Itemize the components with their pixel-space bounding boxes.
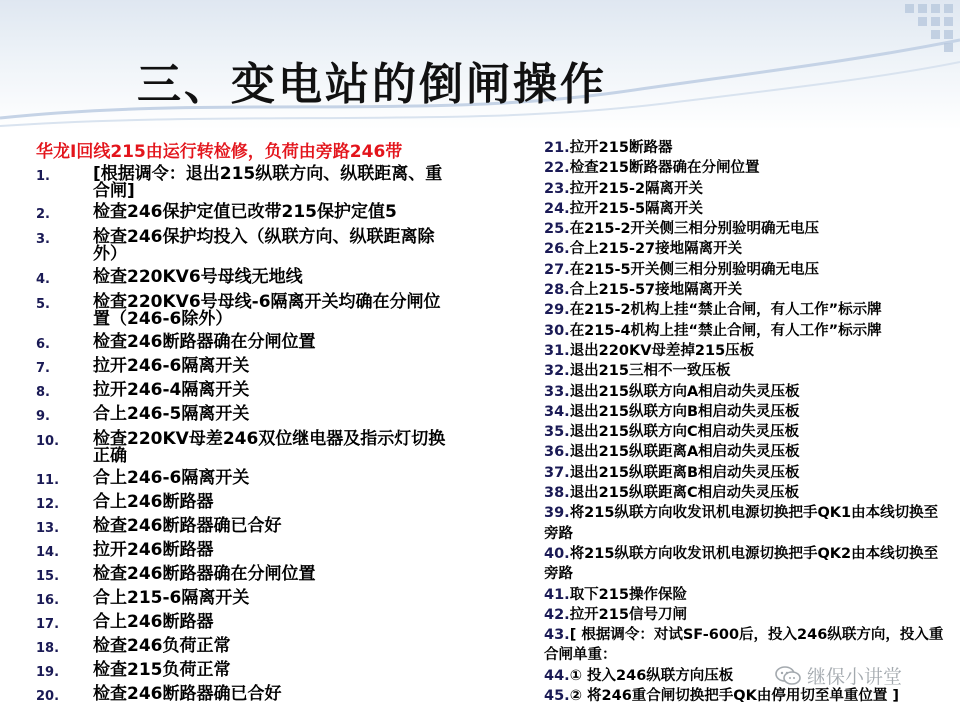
step-number: 15. xyxy=(36,569,60,584)
step-item xyxy=(36,542,456,561)
step-item xyxy=(544,280,944,300)
step-item xyxy=(544,179,944,199)
step-item xyxy=(544,422,944,442)
step-number: 9. xyxy=(36,409,50,424)
wechat-icon xyxy=(775,666,801,686)
step-number: 19. xyxy=(36,665,60,680)
step-number: 14. xyxy=(36,545,60,560)
step-number: 17. xyxy=(36,617,60,632)
step-item xyxy=(36,518,456,537)
step-number: 23. xyxy=(544,180,570,197)
step-text: 在215-4机构上挂“禁止合闸，有人工作”标示牌 xyxy=(569,322,882,339)
step-item xyxy=(36,470,456,489)
step-text: 退出220KV母差掉215压板 xyxy=(569,342,755,359)
step-text: 退出215纵联距离A相启动失灵压板 xyxy=(569,444,800,461)
left-column xyxy=(36,140,456,705)
step-text: [ 根据调令：对试SF-600后，投入246纵联方向，投入重合闸单重： xyxy=(544,627,944,664)
slide-title: 三、变电站的倒闸操作 xyxy=(137,59,607,110)
step-number: 12. xyxy=(36,497,60,512)
step-text: 在215-2机构上挂“禁止合闸，有人工作”标示牌 xyxy=(569,302,882,319)
step-item xyxy=(544,300,944,320)
step-item xyxy=(36,590,456,609)
step-text: 取下215操作保险 xyxy=(569,586,687,603)
step-text: 检查246断路器确已合好 xyxy=(93,684,282,704)
step-number: 33. xyxy=(544,383,570,400)
step-item xyxy=(544,442,944,462)
step-text: 退出215纵联距离B相启动失灵压板 xyxy=(569,464,800,481)
step-text: 检查220KV母差246双位继电器及指示灯切换正确 xyxy=(93,429,446,466)
step-item xyxy=(36,566,456,585)
step-item xyxy=(544,585,944,605)
step-item xyxy=(36,358,456,377)
step-item xyxy=(544,463,944,483)
step-item xyxy=(544,138,944,158)
step-number: 27. xyxy=(544,261,570,278)
step-item xyxy=(544,686,944,706)
step-item xyxy=(544,605,944,625)
step-text: 合上246断路器 xyxy=(93,492,214,512)
step-number: 25. xyxy=(544,221,570,238)
step-text: 检查220KV6号母线无地线 xyxy=(93,267,303,287)
step-number: 16. xyxy=(36,593,60,608)
step-number: 5. xyxy=(36,297,50,312)
step-item xyxy=(36,638,456,657)
step-text: 拉开215断路器 xyxy=(569,140,673,156)
step-text: 在215-2开关侧三相分别验明确无电压 xyxy=(569,221,820,238)
step-number: 4. xyxy=(36,272,50,287)
step-text: 合上246断路器 xyxy=(93,612,214,632)
step-text: ① 投入246纵联方向压板 xyxy=(569,667,734,684)
step-number: 3. xyxy=(36,232,50,247)
step-item xyxy=(36,406,456,425)
left-step-list xyxy=(36,166,456,705)
step-text: 拉开215-2隔离开关 xyxy=(569,180,704,197)
step-item xyxy=(544,239,944,259)
step-item xyxy=(544,341,944,361)
step-number: 21. xyxy=(544,140,570,156)
step-number: 34. xyxy=(544,403,570,420)
watermark xyxy=(775,662,902,689)
step-text: 拉开215-5隔离开关 xyxy=(569,200,704,217)
right-column xyxy=(544,138,944,706)
step-text: 检查215负荷正常 xyxy=(93,660,231,680)
step-text: 检查246断路器确已合好 xyxy=(93,516,282,536)
step-text: 检查246保护定值已改带215保护定值5 xyxy=(93,202,397,222)
step-text: 拉开246-6隔离开关 xyxy=(93,356,250,376)
step-number: 1. xyxy=(36,169,50,184)
step-text: 检查215断路器确在分闸位置 xyxy=(569,160,760,177)
step-number: 22. xyxy=(544,160,570,177)
step-number: 10. xyxy=(36,434,60,449)
step-text: [根据调令：退出215纵联方向、纵联距离、重合闸] xyxy=(93,164,443,201)
step-item xyxy=(544,544,944,585)
step-text: ② 将246重合闸切换把手QK由停用切至单重位置 ] xyxy=(569,688,900,705)
step-text: 检查246断路器确在分闸位置 xyxy=(93,564,316,584)
step-number: 2. xyxy=(36,207,50,222)
step-text: 合上246-5隔离开关 xyxy=(93,404,250,424)
step-number: 7. xyxy=(36,361,50,376)
step-number: 43. xyxy=(544,627,570,644)
step-number: 32. xyxy=(544,363,570,380)
step-text: 退出215三相不一致压板 xyxy=(569,363,731,380)
step-item xyxy=(36,229,456,263)
step-number: 6. xyxy=(36,337,50,352)
step-text: 拉开246-4隔离开关 xyxy=(93,380,250,400)
step-number: 37. xyxy=(544,464,570,481)
step-item xyxy=(544,625,944,666)
header-band xyxy=(0,0,960,130)
step-number: 24. xyxy=(544,200,570,217)
step-number: 41. xyxy=(544,586,570,603)
step-number: 45. xyxy=(544,688,570,705)
step-text: 拉开215信号刀闸 xyxy=(569,606,687,623)
step-number: 28. xyxy=(544,282,570,299)
step-item xyxy=(36,294,456,328)
step-number: 8. xyxy=(36,385,50,400)
step-item xyxy=(544,382,944,402)
step-text: 退出215纵联方向B相启动失灵压板 xyxy=(569,403,800,420)
watermark-text: 继保小讲堂 xyxy=(807,666,903,688)
step-number: 20. xyxy=(36,689,60,704)
step-number: 31. xyxy=(544,342,570,359)
step-item xyxy=(544,260,944,280)
step-item xyxy=(544,199,944,219)
task-heading: 华龙I回线215由运行转检修，负荷由旁路246带 xyxy=(36,142,403,162)
step-text: 合上215-27接地隔离开关 xyxy=(569,241,743,258)
step-item xyxy=(544,402,944,422)
step-number: 40. xyxy=(544,545,570,562)
step-number: 39. xyxy=(544,505,570,522)
step-text: 检查220KV6号母线-6隔离开关均确在分闸位置（246-6除外） xyxy=(93,292,441,329)
step-item xyxy=(544,321,944,341)
step-item xyxy=(544,483,944,503)
step-text: 拉开246断路器 xyxy=(93,540,214,560)
right-step-list xyxy=(544,138,944,706)
step-item xyxy=(544,361,944,381)
step-number: 42. xyxy=(544,606,570,623)
step-item xyxy=(36,614,456,633)
step-item xyxy=(36,334,456,353)
step-text: 在215-5开关侧三相分别验明确无电压 xyxy=(569,261,820,278)
step-text: 退出215纵联方向C相启动失灵压板 xyxy=(569,424,800,441)
step-text: 合上246-6隔离开关 xyxy=(93,468,250,488)
step-item xyxy=(36,269,456,288)
step-item xyxy=(36,431,456,465)
step-text: 检查246保护均投入（纵联方向、纵联距离除外） xyxy=(93,227,435,264)
step-text: 退出215纵联距离C相启动失灵压板 xyxy=(569,485,800,502)
step-item xyxy=(36,686,456,705)
step-number: 11. xyxy=(36,473,60,488)
step-text: 将215纵联方向收发讯机电源切换把手QK1由本线切换至旁路 xyxy=(544,505,939,542)
step-number: 26. xyxy=(544,241,570,258)
step-text: 将215纵联方向收发讯机电源切换把手QK2由本线切换至旁路 xyxy=(544,545,939,583)
step-number: 36. xyxy=(544,444,570,461)
step-item xyxy=(36,662,456,681)
step-item xyxy=(544,219,944,239)
step-item xyxy=(36,382,456,401)
step-item xyxy=(544,503,944,544)
step-text: 检查246负荷正常 xyxy=(93,636,231,656)
step-item xyxy=(36,204,456,223)
step-number: 18. xyxy=(36,641,60,656)
step-number: 38. xyxy=(544,485,570,502)
step-item xyxy=(36,166,456,200)
step-item xyxy=(36,494,456,513)
step-text: 合上215-6隔离开关 xyxy=(93,588,250,608)
step-item xyxy=(544,158,944,178)
step-number: 29. xyxy=(544,302,570,319)
step-text: 检查246断路器确在分闸位置 xyxy=(93,332,316,352)
step-number: 35. xyxy=(544,424,570,441)
step-text: 合上215-57接地隔离开关 xyxy=(569,282,743,299)
step-text: 退出215纵联方向A相启动失灵压板 xyxy=(569,383,800,400)
step-number: 30. xyxy=(544,322,570,339)
step-number: 44. xyxy=(544,667,570,684)
step-number: 13. xyxy=(36,521,60,536)
